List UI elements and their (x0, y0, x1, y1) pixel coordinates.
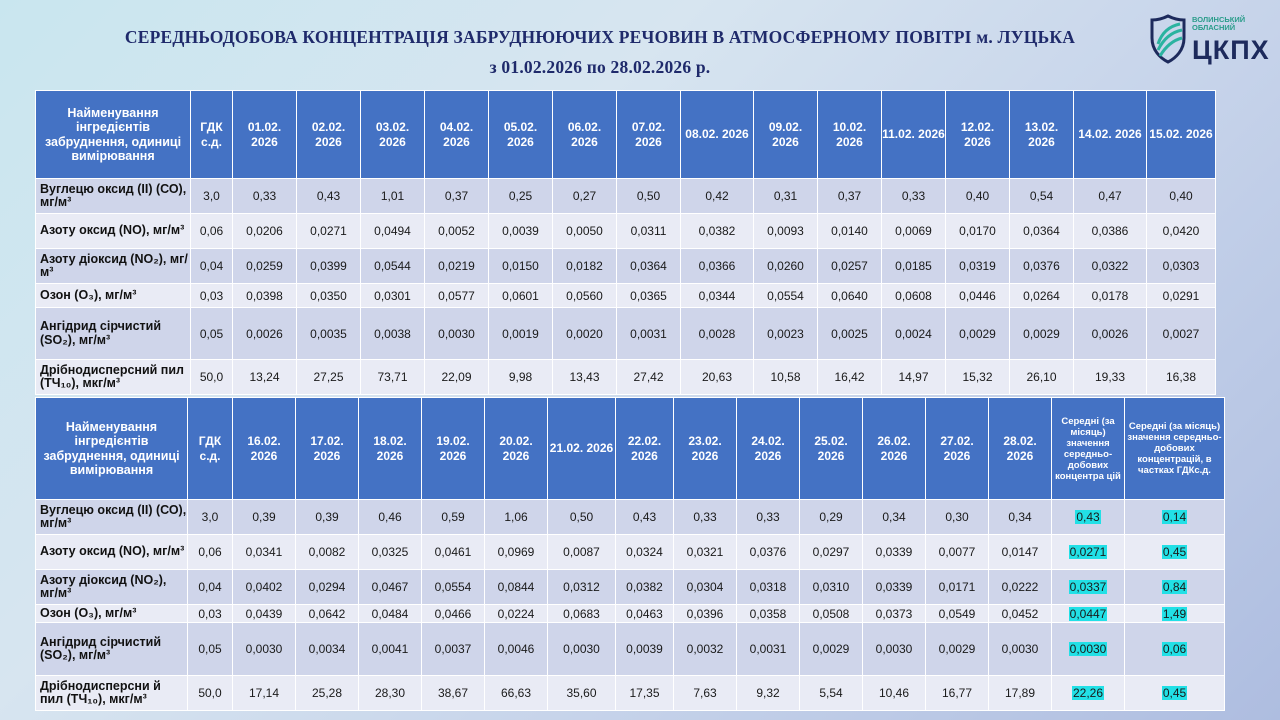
header-gdk: ГДК с.д. (191, 91, 233, 179)
date-header: 20.02. 2026 (485, 398, 548, 500)
concentration-cell: 0,0420 (1147, 214, 1216, 249)
concentration-cell: 0,0039 (489, 214, 553, 249)
gdk-value: 0,06 (188, 535, 233, 570)
organization-logo (1150, 12, 1268, 70)
concentration-cell: 0,0364 (1010, 214, 1074, 249)
concentration-cell: 0,0382 (616, 570, 674, 605)
concentration-cell: 0,33 (882, 179, 946, 214)
concentration-cell: 0,0206 (233, 214, 297, 249)
concentration-cell: 0,0077 (926, 535, 989, 570)
concentration-cell: 9,32 (737, 676, 800, 711)
concentration-cell: 0,0642 (296, 605, 359, 623)
concentration-cell: 0,0034 (296, 623, 359, 676)
date-header: 21.02. 2026 (548, 398, 616, 500)
concentration-cell: 0,0030 (989, 623, 1052, 676)
table-row (36, 308, 1216, 360)
concentration-cell: 0,37 (425, 179, 489, 214)
concentration-cell: 35,60 (548, 676, 616, 711)
concentration-cell: 17,35 (616, 676, 674, 711)
concentration-cell: 0,0386 (1074, 214, 1147, 249)
concentration-cell: 27,42 (617, 360, 681, 395)
gdk-value: 0,06 (191, 214, 233, 249)
monthly-average-value: 22,26 (1072, 686, 1104, 700)
pollutant-name: Ангідрид сірчистий (SO₂), мг/м³ (36, 308, 191, 360)
monthly-average-cell (1052, 535, 1125, 570)
table-row (36, 623, 1225, 676)
concentration-cell: 0,0321 (674, 535, 737, 570)
concentration-cell: 16,77 (926, 676, 989, 711)
concentration-cell: 0,0219 (425, 249, 489, 284)
monthly-average-gdk-value: 0,45 (1162, 545, 1187, 559)
concentration-cell: 9,98 (489, 360, 553, 395)
concentration-cell: 0,0052 (425, 214, 489, 249)
concentration-cell: 0,0301 (361, 284, 425, 308)
concentration-cell: 0,0310 (800, 570, 863, 605)
monthly-average-cell (1052, 500, 1125, 535)
table-row (36, 535, 1225, 570)
concentration-cell: 0,0969 (485, 535, 548, 570)
concentration-cell: 0,0312 (548, 570, 616, 605)
monthly-average-cell (1052, 623, 1125, 676)
concentration-cell: 0,0032 (674, 623, 737, 676)
concentration-cell: 0,0461 (422, 535, 485, 570)
date-header: 10.02. 2026 (818, 91, 882, 179)
concentration-cell: 0,0178 (1074, 284, 1147, 308)
table-row (36, 605, 1225, 623)
monthly-average-value: 0,0271 (1069, 545, 1107, 559)
concentration-cell: 0,0031 (617, 308, 681, 360)
concentration-cell: 0,34 (989, 500, 1052, 535)
gdk-value: 50,0 (191, 360, 233, 395)
concentration-cell: 26,10 (1010, 360, 1074, 395)
gdk-value: 3,0 (191, 179, 233, 214)
concentration-cell: 0,0082 (296, 535, 359, 570)
concentration-cell: 0,43 (297, 179, 361, 214)
concentration-cell: 0,0271 (297, 214, 361, 249)
concentration-cell: 0,0554 (422, 570, 485, 605)
concentration-cell: 0,29 (800, 500, 863, 535)
concentration-cell: 0,0344 (681, 284, 754, 308)
concentration-cell: 0,0577 (425, 284, 489, 308)
concentration-cell: 16,38 (1147, 360, 1216, 395)
concentration-cell: 0,39 (296, 500, 359, 535)
date-header: 17.02. 2026 (296, 398, 359, 500)
concentration-cell: 0,37 (818, 179, 882, 214)
concentration-cell: 0,0035 (297, 308, 361, 360)
concentration-cell: 0,0030 (548, 623, 616, 676)
table-row (36, 500, 1225, 535)
pollutant-name: Озон (О₃), мг/м³ (36, 284, 191, 308)
concentration-cell: 10,46 (863, 676, 926, 711)
pollutant-name: Азоту діоксид (NO₂), мг/м³ (36, 570, 188, 605)
concentration-cell: 0,0031 (737, 623, 800, 676)
table-row (36, 249, 1216, 284)
date-header: 14.02. 2026 (1074, 91, 1147, 179)
concentration-cell: 0,0041 (359, 623, 422, 676)
table-row (36, 214, 1216, 249)
monthly-average-gdk-cell (1125, 676, 1225, 711)
concentration-cell: 0,0549 (926, 605, 989, 623)
gdk-value: 0,03 (191, 284, 233, 308)
concentration-cell: 0,0508 (800, 605, 863, 623)
monthly-average-gdk-cell (1125, 570, 1225, 605)
concentration-cell: 0,0463 (616, 605, 674, 623)
date-header: 05.02. 2026 (489, 91, 553, 179)
header-monthly-average-gdk: Середні (за місяць) значення середньо-добових концентрацій, в частках ГДКс.д. (1125, 398, 1225, 500)
monthly-average-gdk-value: 0,14 (1162, 510, 1187, 524)
concentration-cell: 0,59 (422, 500, 485, 535)
table-row (36, 179, 1216, 214)
concentration-cell: 27,25 (297, 360, 361, 395)
concentration-cell: 0,0601 (489, 284, 553, 308)
concentration-cell: 0,0259 (233, 249, 297, 284)
concentration-cell: 73,71 (361, 360, 425, 395)
concentration-cell: 0,0466 (422, 605, 485, 623)
concentration-cell: 0,0303 (1147, 249, 1216, 284)
monthly-average-gdk-value: 0,45 (1162, 686, 1187, 700)
concentration-cell: 0,46 (359, 500, 422, 535)
concentration-cell: 0,0291 (1147, 284, 1216, 308)
concentration-cell: 0,0050 (553, 214, 617, 249)
concentration-table-1 (35, 90, 1216, 395)
concentration-cell: 0,0020 (553, 308, 617, 360)
concentration-cell: 0,0467 (359, 570, 422, 605)
concentration-cell: 0,0382 (681, 214, 754, 249)
concentration-cell: 0,47 (1074, 179, 1147, 214)
pollutant-name: Азоту діоксид (NO₂), мг/м³ (36, 249, 191, 284)
concentration-cell: 0,0373 (863, 605, 926, 623)
concentration-cell: 0,0182 (553, 249, 617, 284)
monthly-average-cell (1052, 605, 1125, 623)
concentration-cell: 0,0376 (1010, 249, 1074, 284)
date-header: 06.02. 2026 (553, 91, 617, 179)
concentration-cell: 0,27 (553, 179, 617, 214)
table-row (36, 570, 1225, 605)
monthly-average-gdk-value: 1,49 (1162, 606, 1187, 621)
concentration-cell: 0,33 (233, 179, 297, 214)
concentration-cell: 0,42 (681, 179, 754, 214)
concentration-cell: 0,0683 (548, 605, 616, 623)
concentration-cell: 0,0038 (361, 308, 425, 360)
concentration-cell: 0,0494 (361, 214, 425, 249)
date-header: 18.02. 2026 (359, 398, 422, 500)
concentration-cell: 0,0030 (863, 623, 926, 676)
monthly-average-cell (1052, 676, 1125, 711)
pollutant-name: Дрібнодисперсни й пил (ТЧ₁₀), мкг/м³ (36, 676, 188, 711)
concentration-cell: 0,34 (863, 500, 926, 535)
date-header: 11.02. 2026 (882, 91, 946, 179)
date-header: 09.02. 2026 (754, 91, 818, 179)
pollutant-name: Азоту оксид (NO), мг/м³ (36, 214, 191, 249)
concentration-cell: 0,0257 (818, 249, 882, 284)
concentration-cell: 0,0294 (296, 570, 359, 605)
pollutant-name: Вуглецю оксид (ІІ) (СО), мг/м³ (36, 179, 191, 214)
date-header: 15.02. 2026 (1147, 91, 1216, 179)
gdk-value: 50,0 (188, 676, 233, 711)
concentration-cell: 0,0171 (926, 570, 989, 605)
date-header: 19.02. 2026 (422, 398, 485, 500)
date-header: 12.02. 2026 (946, 91, 1010, 179)
concentration-cell: 20,63 (681, 360, 754, 395)
concentration-cell: 0,0147 (989, 535, 1052, 570)
concentration-cell: 0,54 (1010, 179, 1074, 214)
monthly-average-gdk-cell (1125, 500, 1225, 535)
header-name: Найменування інгредієнтів забруднення, одиниці вимірювання (36, 398, 188, 500)
concentration-cell: 0,0069 (882, 214, 946, 249)
table-row (36, 676, 1225, 711)
concentration-cell: 0,31 (754, 179, 818, 214)
concentration-cell: 0,0608 (882, 284, 946, 308)
concentration-cell: 0,0150 (489, 249, 553, 284)
concentration-cell: 0,0029 (926, 623, 989, 676)
title-line-1: СЕРЕДНЬОДОБОВА КОНЦЕНТРАЦІЯ ЗАБРУДНЮЮЧИХ РЕЧОВИН В АТМОСФЕРНОМУ ПОВІТРІ м. ЛУЦЬКА (124, 27, 1076, 47)
concentration-cell: 0,0399 (297, 249, 361, 284)
gdk-value: 0,05 (188, 623, 233, 676)
monthly-average-gdk-value: 0,06 (1162, 642, 1187, 656)
concentration-cell: 0,0376 (737, 535, 800, 570)
monthly-average-gdk-value: 0,84 (1162, 580, 1187, 594)
concentration-cell: 0,0140 (818, 214, 882, 249)
monthly-average-gdk-cell (1125, 623, 1225, 676)
concentration-cell: 1,01 (361, 179, 425, 214)
concentration-cell: 25,28 (296, 676, 359, 711)
shield-logo-icon (1150, 14, 1186, 64)
date-header: 04.02. 2026 (425, 91, 489, 179)
concentration-cell: 0,50 (617, 179, 681, 214)
pollutant-name: Ангідрид сірчистий (SO₂), мг/м³ (36, 623, 188, 676)
concentration-cell: 0,40 (1147, 179, 1216, 214)
concentration-cell: 0,0024 (882, 308, 946, 360)
concentration-cell: 0,0318 (737, 570, 800, 605)
concentration-cell: 0,0396 (674, 605, 737, 623)
concentration-cell: 19,33 (1074, 360, 1147, 395)
pollutant-name: Озон (О₃), мг/м³ (36, 605, 188, 623)
concentration-cell: 0,0037 (422, 623, 485, 676)
concentration-cell: 0,0322 (1074, 249, 1147, 284)
table-row (36, 284, 1216, 308)
concentration-cell: 0,0439 (233, 605, 296, 623)
concentration-cell: 0,0844 (485, 570, 548, 605)
concentration-cell: 0,50 (548, 500, 616, 535)
date-header: 23.02. 2026 (674, 398, 737, 500)
concentration-cell: 0,0554 (754, 284, 818, 308)
pollutant-name: Азоту оксид (NO), мг/м³ (36, 535, 188, 570)
date-header: 25.02. 2026 (800, 398, 863, 500)
concentration-cell: 0,25 (489, 179, 553, 214)
date-header: 02.02. 2026 (297, 91, 361, 179)
concentration-cell: 0,0087 (548, 535, 616, 570)
monthly-average-value: 0,0030 (1069, 642, 1107, 656)
concentration-cell: 0,0311 (617, 214, 681, 249)
concentration-cell: 0,0364 (617, 249, 681, 284)
concentration-cell: 28,30 (359, 676, 422, 711)
concentration-cell: 0,0402 (233, 570, 296, 605)
concentration-cell: 0,0029 (800, 623, 863, 676)
monthly-average-value: 0,0337 (1069, 580, 1107, 594)
date-header: 22.02. 2026 (616, 398, 674, 500)
concentration-cell: 0,0026 (233, 308, 297, 360)
concentration-cell: 0,0039 (616, 623, 674, 676)
table-row (36, 360, 1216, 395)
date-header: 28.02. 2026 (989, 398, 1052, 500)
gdk-value: 3,0 (188, 500, 233, 535)
concentration-cell: 0,0046 (485, 623, 548, 676)
concentration-cell: 0,0640 (818, 284, 882, 308)
logo-subtitle: ВОЛИНСЬКИЙ ОБЛАСНИЙ (1192, 15, 1246, 32)
concentration-cell: 16,42 (818, 360, 882, 395)
concentration-cell: 0,43 (616, 500, 674, 535)
concentration-cell: 0,0339 (863, 535, 926, 570)
concentration-cell: 0,0350 (297, 284, 361, 308)
concentration-cell: 66,63 (485, 676, 548, 711)
concentration-cell: 0,33 (737, 500, 800, 535)
concentration-cell: 13,24 (233, 360, 297, 395)
concentration-cell: 1,06 (485, 500, 548, 535)
pollutant-name: Дрібнодисперсний пил (ТЧ₁₀), мкг/м³ (36, 360, 191, 395)
concentration-cell: 0,0029 (946, 308, 1010, 360)
concentration-cell: 0,0319 (946, 249, 1010, 284)
gdk-value: 0,05 (191, 308, 233, 360)
concentration-cell: 0,0030 (233, 623, 296, 676)
logo-name: ЦКПХ (1192, 35, 1270, 65)
monthly-average-cell (1052, 570, 1125, 605)
monthly-average-value: 0,43 (1076, 510, 1100, 524)
concentration-table-2 (35, 397, 1225, 711)
concentration-cell: 0,0484 (359, 605, 422, 623)
monthly-average-gdk-cell (1125, 605, 1225, 623)
concentration-cell: 0,0264 (1010, 284, 1074, 308)
gdk-value: 0,03 (188, 605, 233, 623)
date-header: 07.02. 2026 (617, 91, 681, 179)
date-header: 27.02. 2026 (926, 398, 989, 500)
table-header-row (36, 91, 1216, 179)
concentration-cell: 5,54 (800, 676, 863, 711)
concentration-cell: 13,43 (553, 360, 617, 395)
concentration-cell: 0,0366 (681, 249, 754, 284)
concentration-cell: 0,0185 (882, 249, 946, 284)
date-header: 13.02. 2026 (1010, 91, 1074, 179)
header-gdk: ГДК с.д. (188, 398, 233, 500)
date-header: 03.02. 2026 (361, 91, 425, 179)
pollutant-name: Вуглецю оксид (ІІ) (СО), мг/м³ (36, 500, 188, 535)
header-monthly-average: Середні (за місяць) значення середньо-добових концентра цій (1052, 398, 1125, 500)
concentration-cell: 0,0544 (361, 249, 425, 284)
concentration-cell: 15,32 (946, 360, 1010, 395)
concentration-cell: 0,0339 (863, 570, 926, 605)
concentration-cell: 0,0325 (359, 535, 422, 570)
monthly-average-value: 0,0447 (1069, 606, 1107, 621)
concentration-cell: 0,0030 (425, 308, 489, 360)
concentration-cell: 0,0023 (754, 308, 818, 360)
concentration-cell: 17,89 (989, 676, 1052, 711)
concentration-cell: 0,0019 (489, 308, 553, 360)
concentration-cell: 0,0324 (616, 535, 674, 570)
concentration-cell: 0,33 (674, 500, 737, 535)
concentration-cell: 17,14 (233, 676, 296, 711)
header-name: Найменування інгредієнтів забруднення, одиниці вимірювання (36, 91, 191, 179)
gdk-value: 0,04 (188, 570, 233, 605)
concentration-cell: 0,0027 (1147, 308, 1216, 360)
concentration-cell: 0,0297 (800, 535, 863, 570)
concentration-cell: 0,0224 (485, 605, 548, 623)
gdk-value: 0,04 (191, 249, 233, 284)
concentration-cell: 0,0304 (674, 570, 737, 605)
concentration-cell: 0,0452 (989, 605, 1052, 623)
date-header: 24.02. 2026 (737, 398, 800, 500)
concentration-cell: 7,63 (674, 676, 737, 711)
concentration-cell: 0,0222 (989, 570, 1052, 605)
monthly-average-gdk-cell (1125, 535, 1225, 570)
concentration-cell: 0,0398 (233, 284, 297, 308)
concentration-cell: 0,0560 (553, 284, 617, 308)
concentration-cell: 0,30 (926, 500, 989, 535)
concentration-cell: 0,0358 (737, 605, 800, 623)
concentration-cell: 14,97 (882, 360, 946, 395)
concentration-cell: 0,0170 (946, 214, 1010, 249)
concentration-cell: 0,0341 (233, 535, 296, 570)
title-line-2: з 01.02.2026 по 28.02.2026 р. (489, 57, 711, 77)
concentration-cell: 10,58 (754, 360, 818, 395)
concentration-cell: 0,0025 (818, 308, 882, 360)
concentration-cell: 0,39 (233, 500, 296, 535)
date-header: 08.02. 2026 (681, 91, 754, 179)
date-header: 01.02. 2026 (233, 91, 297, 179)
concentration-cell: 0,0365 (617, 284, 681, 308)
concentration-cell: 22,09 (425, 360, 489, 395)
page-title (40, 22, 1160, 82)
date-header: 26.02. 2026 (863, 398, 926, 500)
concentration-cell: 0,0446 (946, 284, 1010, 308)
concentration-cell: 0,0260 (754, 249, 818, 284)
table-header-row (36, 398, 1225, 500)
concentration-cell: 0,0029 (1010, 308, 1074, 360)
date-header: 16.02. 2026 (233, 398, 296, 500)
concentration-cell: 0,40 (946, 179, 1010, 214)
concentration-cell: 38,67 (422, 676, 485, 711)
concentration-cell: 0,0026 (1074, 308, 1147, 360)
concentration-cell: 0,0028 (681, 308, 754, 360)
concentration-cell: 0,0093 (754, 214, 818, 249)
